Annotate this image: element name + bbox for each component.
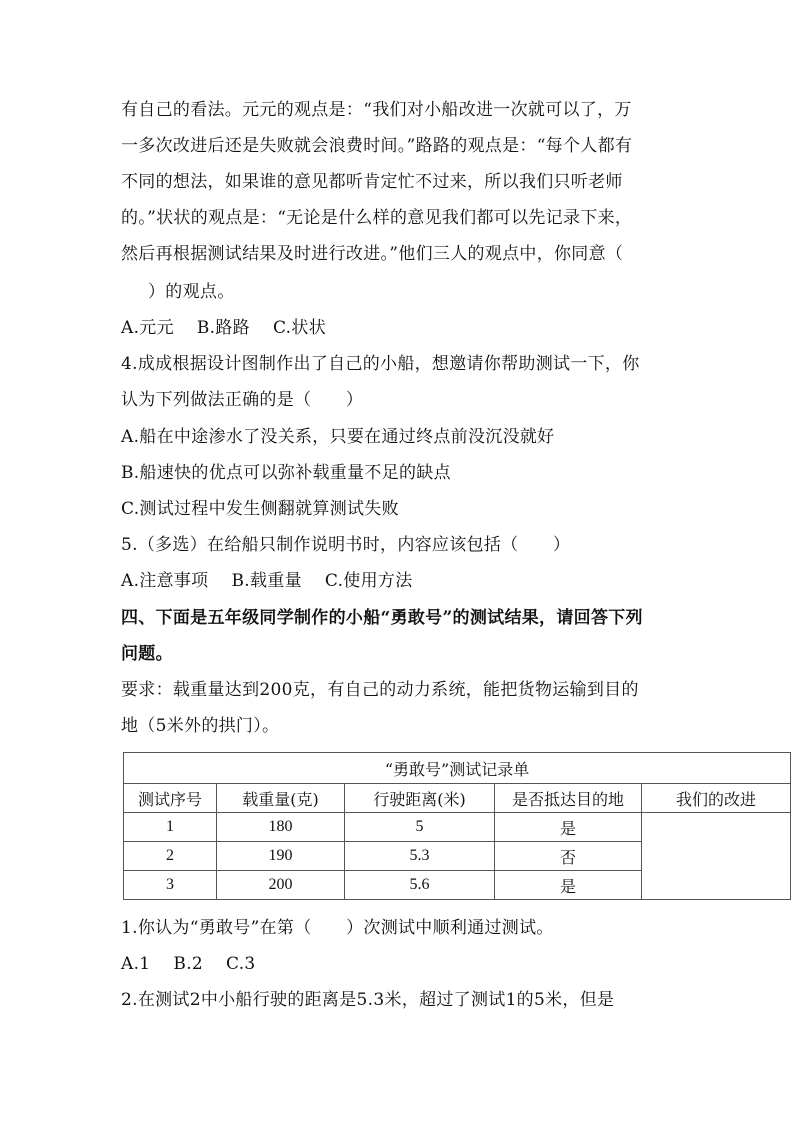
- table-cell: 是: [495, 813, 642, 842]
- paragraph-line: 有自己的看法。元元的观点是：“我们对小船改进一次就可以了，万: [121, 100, 632, 120]
- table-cell: 5.3: [345, 842, 495, 871]
- table-cell: 1: [124, 813, 217, 842]
- paragraph-line: 的。”状状的观点是：“无论是什么样的意见我们都可以先记录下来，: [121, 208, 633, 228]
- sub-question-2: 2.在测试2中小船行驶的距离是5.3米，超过了测试1的5米，但是: [121, 990, 615, 1010]
- question-4-option-b: B.船速快的优点可以弥补载重量不足的缺点: [121, 463, 451, 483]
- table-header: 行驶距离(米): [345, 784, 495, 813]
- section-4-heading: 四、下面是五年级同学制作的小船“勇敢号”的测试结果，请回答下列: [121, 608, 643, 628]
- table-header: 测试序号: [124, 784, 217, 813]
- table-cell: 2: [124, 842, 217, 871]
- table-cell: 200: [217, 871, 345, 900]
- requirement-text: 地（5米外的拱门）。: [121, 716, 280, 736]
- test-record-table: [123, 752, 790, 900]
- paragraph-line: 然后再根据测试结果及时进行改进。”他们三人的观点中，你同意（: [121, 244, 624, 264]
- table-header-row: [124, 784, 791, 813]
- paragraph-line: 一多次改进后还是失败就会浪费时间。”路路的观点是：“每个人都有: [121, 136, 633, 156]
- question-3-options: A.元元 B.路路 C.状状: [121, 318, 326, 338]
- table-cell: 否: [495, 842, 642, 871]
- section-4-heading: 问题。: [121, 644, 173, 664]
- paragraph-line: ）的观点。: [148, 282, 235, 302]
- table-cell: 180: [217, 813, 345, 842]
- sub-question-1: 1.你认为“勇敢号”在第（ ）次测试中顺利通过测试。: [121, 918, 554, 938]
- table-header: 我们的改进: [642, 784, 791, 813]
- table-cell: 是: [495, 871, 642, 900]
- paragraph-line: 不同的想法，如果谁的意见都听肯定忙不过来，所以我们只听老师: [121, 172, 623, 192]
- table-cell: 5: [345, 813, 495, 842]
- question-5-text: 5.（多选）在给船只制作说明书时，内容应该包括（ ）: [121, 535, 571, 555]
- improvement-cell[interactable]: [642, 813, 791, 900]
- table-cell: 190: [217, 842, 345, 871]
- question-5-options: A.注意事项 B.载重量 C.使用方法: [121, 571, 413, 591]
- question-4-option-a: A.船在中途渗水了没关系，只要在通过终点前没沉没就好: [121, 427, 555, 447]
- table-cell: 3: [124, 871, 217, 900]
- table-header: 是否抵达目的地: [495, 784, 642, 813]
- question-4-text: 认为下列做法正确的是（ ）: [121, 390, 364, 410]
- requirement-text: 要求：载重量达到200克，有自己的动力系统，能把货物运输到目的: [121, 680, 639, 700]
- question-4-option-c: C.测试过程中发生侧翻就算测试失败: [121, 499, 399, 519]
- question-4-text: 4.成成根据设计图制作出了自己的小船，想邀请你帮助测试一下，你: [121, 354, 640, 374]
- table-row: [124, 813, 791, 842]
- table-title: “勇敢号”测试记录单: [124, 753, 791, 784]
- table-cell: 5.6: [345, 871, 495, 900]
- sub-question-1-options: A.1 B.2 C.3: [121, 954, 256, 974]
- table-header: 载重量(克): [217, 784, 345, 813]
